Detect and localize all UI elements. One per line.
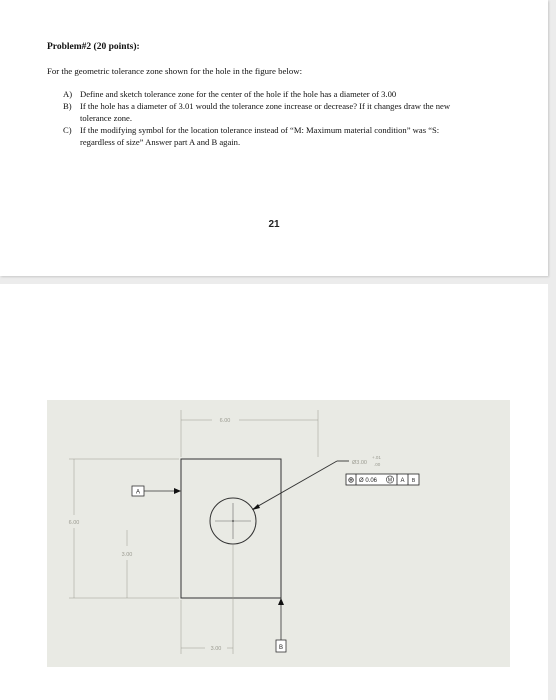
hole-tol-plus: +.01 xyxy=(372,455,381,460)
question-a xyxy=(63,88,473,100)
question-text: Define and sketch tolerance zone for the center of the hole if the hole has a diameter of 3.00 xyxy=(80,89,397,99)
question-c xyxy=(63,124,473,148)
problem-intro: For the geometric tolerance zone shown for the hole in the figure below: xyxy=(47,66,303,76)
hole-diameter-label: Ø3.00 xyxy=(352,460,367,466)
question-list xyxy=(63,88,473,148)
datum-a-triangle xyxy=(174,488,181,494)
question-b xyxy=(63,100,473,124)
hole-tol-minus: .00 xyxy=(374,462,381,467)
dim-hole-y-label: 3.00 xyxy=(121,552,133,558)
hole-callout-leader xyxy=(253,461,337,509)
question-letter: C) xyxy=(63,125,72,135)
fcf-datum-1: A xyxy=(400,478,405,484)
tolerance-drawing xyxy=(47,400,510,667)
question-letter: B) xyxy=(63,101,72,111)
question-letter: A) xyxy=(63,89,73,99)
datum-a-label: A xyxy=(135,489,141,496)
problem-title: Problem#2 (20 points): xyxy=(47,42,140,52)
fcf-tolerance: Ø 0.06 xyxy=(359,478,378,484)
fcf-modifier: M xyxy=(387,477,393,484)
dim-width-label: 6.00 xyxy=(219,418,231,424)
drawing-canvas xyxy=(47,400,510,667)
question-text: If the modifying symbol for the location tolerance instead of “M: Maximum material condition” was “S: regardless of size” Answer part A and B again. xyxy=(80,125,440,147)
leader-arrowhead xyxy=(252,504,260,510)
datum-b-label: B xyxy=(278,645,284,651)
dim-hole-x-label: 3.00 xyxy=(210,646,222,652)
position-symbol-icon: ⊕ xyxy=(347,475,355,485)
fcf-datum-2: B xyxy=(411,478,416,484)
part-outline xyxy=(181,459,281,598)
document-page-1 xyxy=(0,0,548,276)
question-text: If the hole has a diameter of 3.01 would the tolerance zone increase or decrease? If it changes draw the new tolerance zone. xyxy=(80,101,451,123)
dim-height-label: 6.00 xyxy=(68,520,80,526)
feature-control-frame xyxy=(346,474,419,485)
datum-b-triangle xyxy=(278,598,284,605)
page-number: 21 xyxy=(268,219,280,230)
